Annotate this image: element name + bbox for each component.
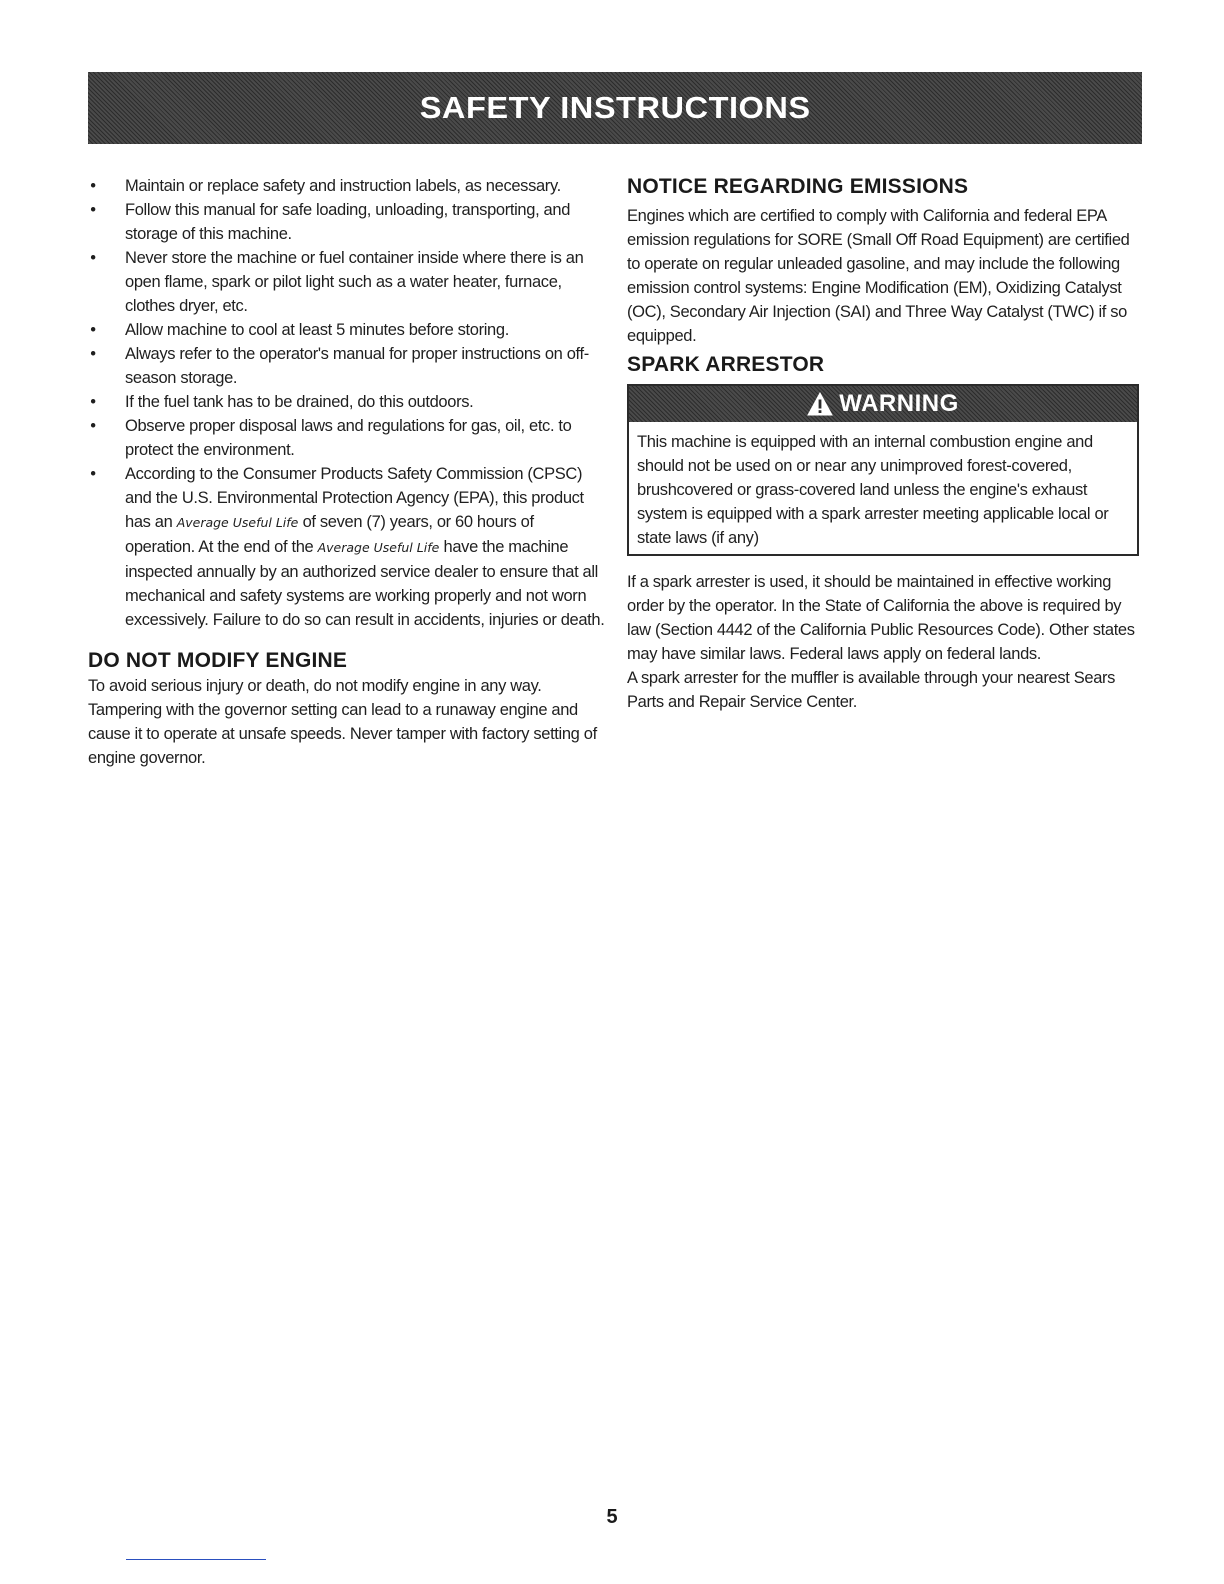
bullet-icon: • [90, 393, 96, 411]
page-title: SAFETY INSTRUCTIONS [419, 90, 811, 125]
spark-arrester-availability-text: A spark arrester for the muffler is available through your nearest Sears Parts and Repair Service Center. [627, 669, 1116, 711]
list-item: • Never store the machine or fuel container inside where there is an open flame, spark or pilot light such as a water heater, furnace, clothes dryer, etc. [88, 246, 606, 318]
safety-bullet-list [88, 174, 606, 632]
section-banner [88, 72, 1142, 144]
bullet-icon: • [90, 321, 96, 339]
bullet-icon: • [90, 177, 96, 195]
spark-arrester-text: If a spark arrester is used, it should be maintained in effective working order by the operator. In the State of California the above is required by law (Section 4442 of the California Public Resources Code). Other states may have similar laws. Federal laws apply on federal lands. [627, 573, 1135, 663]
page-number: 5 [606, 1506, 618, 1528]
bullet-icon: • [90, 417, 96, 435]
footer-rule [126, 1559, 266, 1560]
average-useful-life-term: Average Useful Life [317, 540, 440, 555]
bullet-icon: • [90, 465, 96, 483]
list-item: • Observe proper disposal laws and regulations for gas, oil, etc. to protect the environment. [88, 414, 606, 462]
list-item: • Allow machine to cool at least 5 minutes before storing. [88, 318, 606, 342]
emissions-heading: NOTICE REGARDING EMISSIONS [627, 175, 969, 198]
list-item: • If the fuel tank has to be drained, do this outdoors. [88, 390, 606, 414]
right-column [627, 174, 1143, 714]
emissions-text: Engines which are certified to comply with California and federal EPA emission regulations for SORE (Small Off Road Equipment) are certified to operate on regular unleaded gasoline, and may include the following emission control systems: Engine Modification (EM), Oxidizing Catalyst (OC), Secondary Air Injection (SAI) and Three Way Catalyst (TWC) if so equipped. [627, 207, 1130, 345]
warning-box [627, 384, 1139, 556]
warning-triangle-icon [807, 392, 833, 416]
list-item: • Follow this manual for safe loading, unloading, transporting, and storage of this machine. [88, 198, 606, 246]
list-item-cpsc: • According to the Consumer Products Safety Commission (CPSC) and the U.S. Environmental Protection Agency (EPA), this product has an Average Useful Life of seven (7) years, or 60 hours of operation. At the end of the Average Useful Life have the machine inspected annually by an authorized service dealer to ensure that all mechanical and safety systems are working properly and not worn excessively. Failure to do so can result in accidents, injuries or death. [88, 462, 606, 632]
warning-header [629, 386, 1137, 422]
spark-arrestor-heading: SPARK ARRESTOR [627, 353, 825, 376]
list-item: • Always refer to the operator's manual for proper instructions on off-season storage. [88, 342, 606, 390]
average-useful-life-term: Average Useful Life [176, 515, 299, 530]
bullet-icon: • [90, 201, 96, 219]
bullet-icon: • [90, 345, 96, 363]
list-item: • Maintain or replace safety and instruction labels, as necessary. [88, 174, 606, 198]
warning-title: WARNING [839, 390, 959, 417]
bullet-icon: • [90, 249, 96, 267]
warning-text: This machine is equipped with an internal combustion engine and should not be used on or near any unimproved forest-covered, brushcovered or grass-covered land unless the engine's exhaust system is equipped with a spark arrester meeting applicable local or state laws (if any) [637, 433, 1109, 547]
modify-engine-text: To avoid serious injury or death, do not modify engine in any way. Tampering with the governor setting can lead to a runaway engine and cause it to operate at unsafe speeds. Never tamper with factory setting of engine governor. [88, 677, 597, 767]
modify-engine-heading: DO NOT MODIFY ENGINE [88, 649, 348, 672]
left-column [88, 174, 606, 770]
